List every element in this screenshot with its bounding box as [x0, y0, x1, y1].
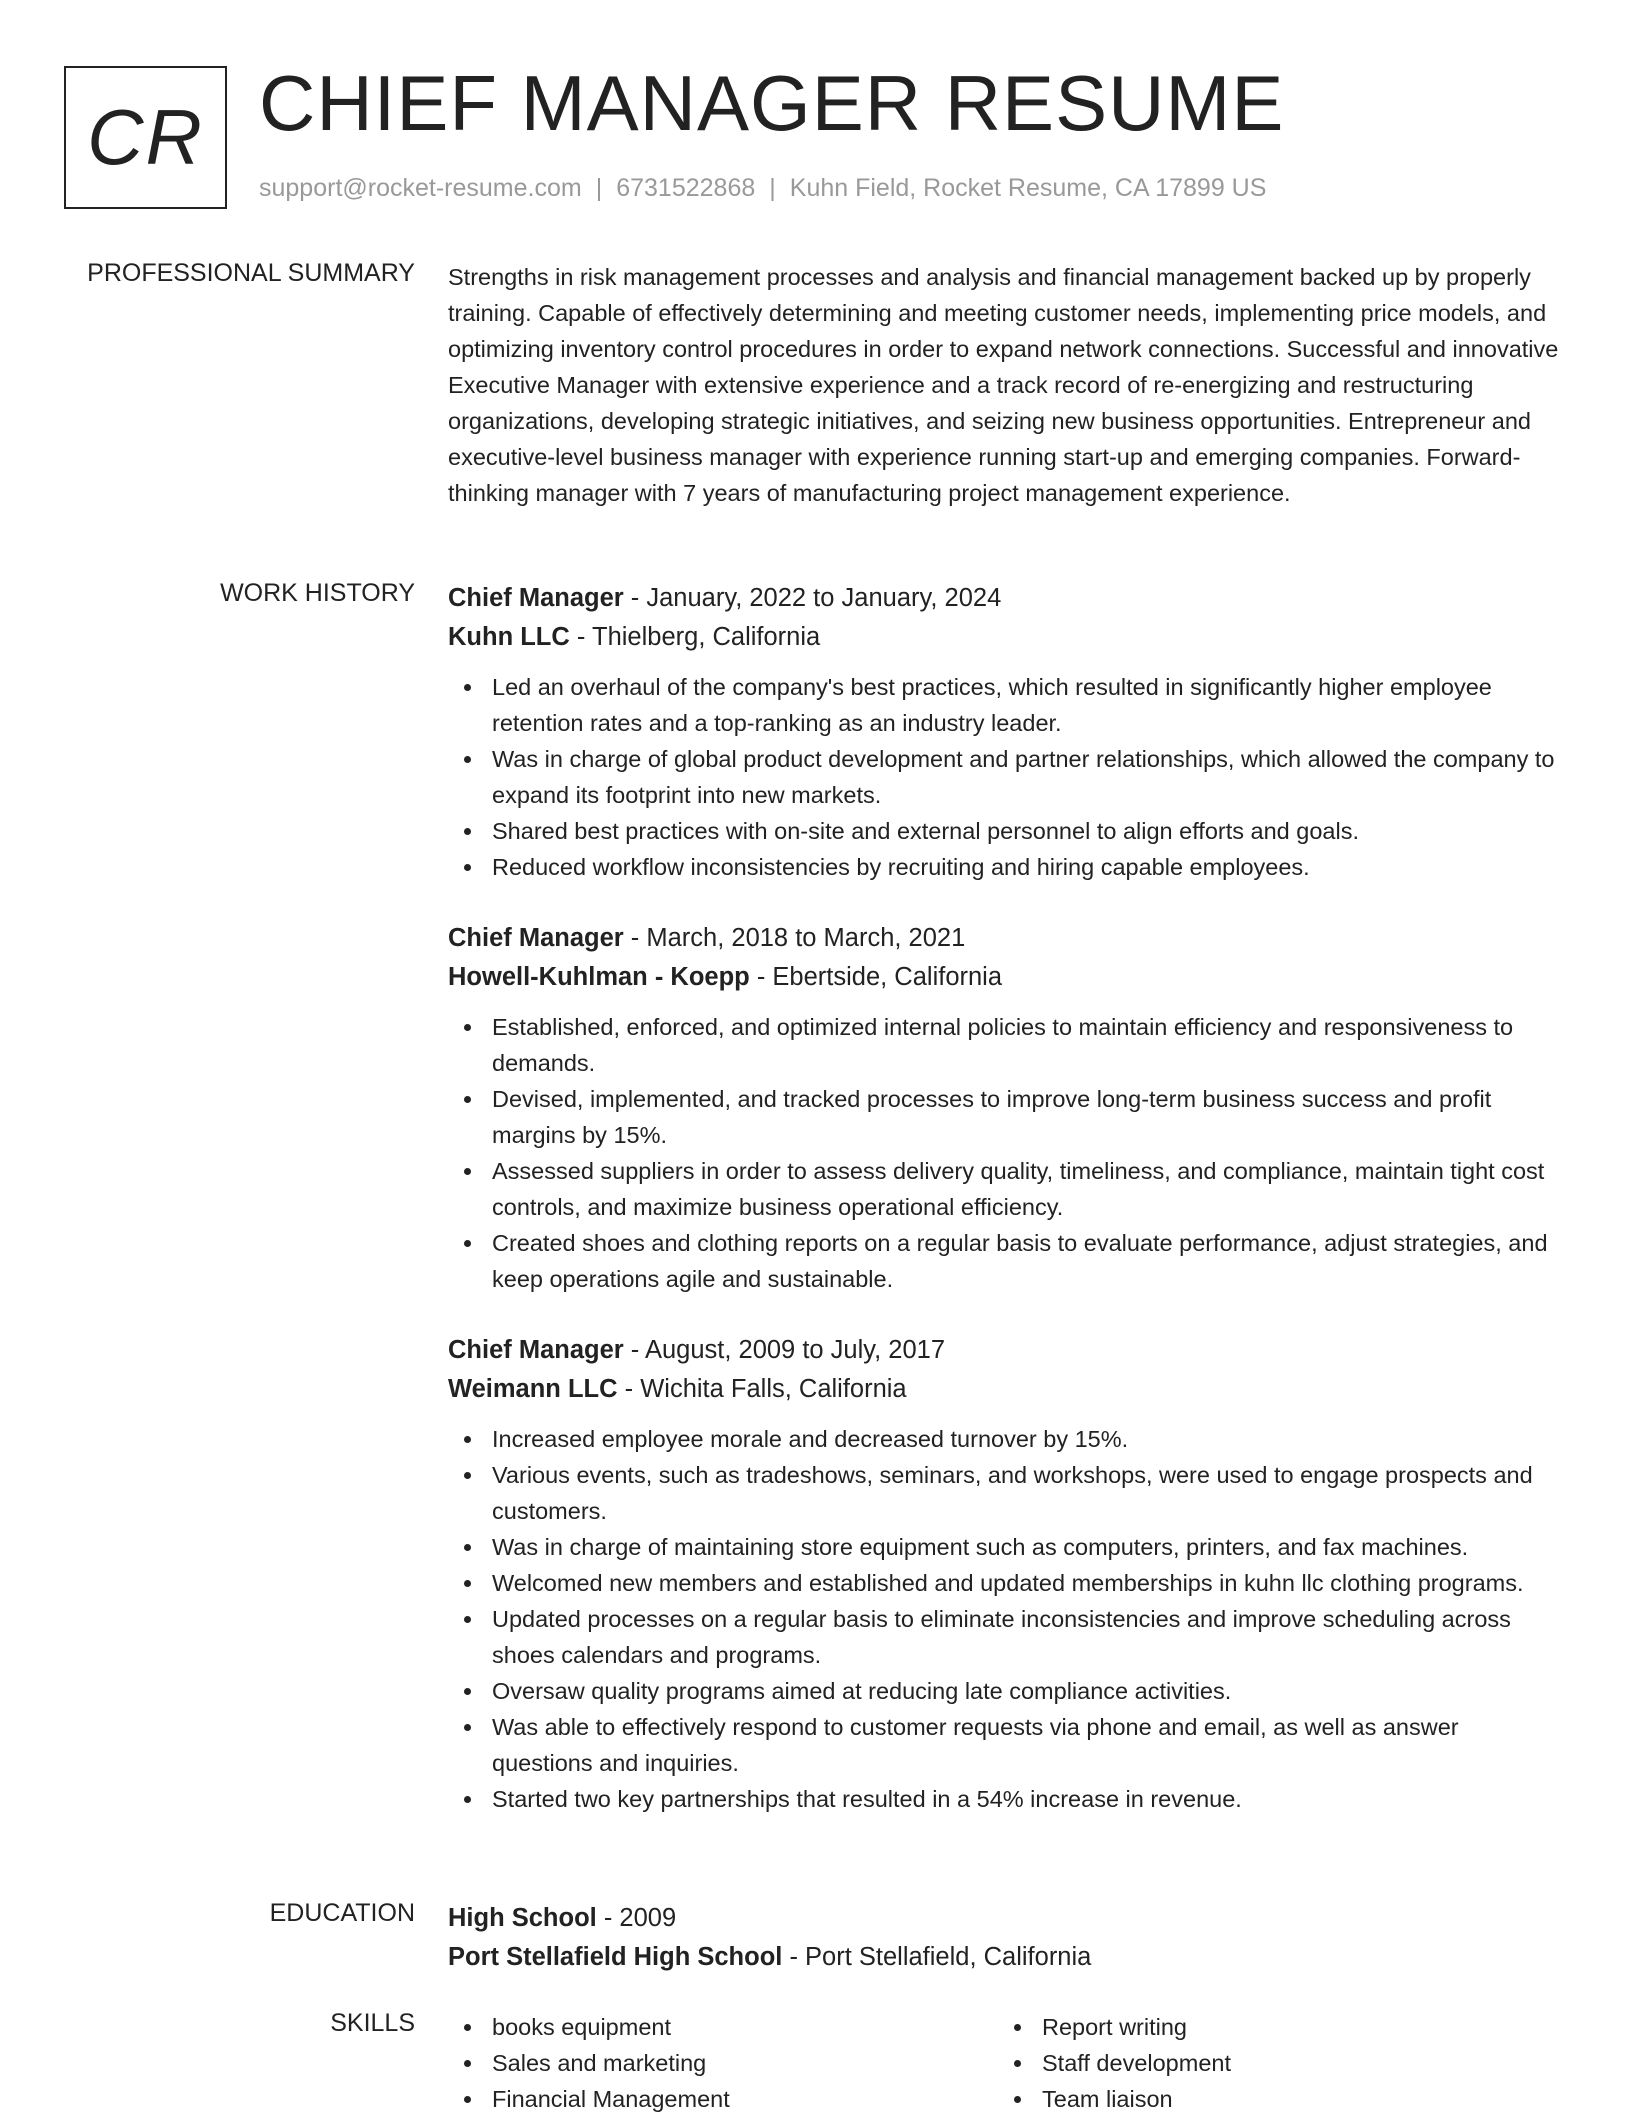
education-year: - 2009 — [596, 1904, 677, 1932]
resume-header — [64, 59, 1564, 211]
job-dates: - August, 2009 to July, 2017 — [623, 1336, 946, 1364]
list-item: Various events, such as tradeshows, seminars, and workshops, were used to engage prospects and customers. — [448, 1457, 1563, 1529]
section-heading-skills: SKILLS — [330, 2009, 415, 2037]
section-heading-education: EDUCATION — [269, 1899, 415, 1927]
job-entry — [448, 919, 1563, 1297]
job-title-line — [448, 1331, 1563, 1370]
job-bullets — [448, 669, 1563, 885]
job-bullets — [448, 1421, 1563, 1817]
job-company: Kuhn LLC — [448, 623, 570, 651]
job-title-line — [448, 919, 1563, 958]
job-company: Howell-Kuhlman - Koepp — [448, 963, 750, 991]
contact-address: Kuhn Field, Rocket Resume, CA 17899 US — [789, 174, 1267, 202]
list-item: Increased employee morale and decreased turnover by 15%. — [448, 1421, 1563, 1457]
list-item: Shared best practices with on-site and external personnel to align efforts and goals. — [448, 813, 1563, 849]
list-item: Was able to effectively respond to customer requests via phone and email, as well as answer questions and inquiries. — [448, 1709, 1563, 1781]
skill-item: Report writing — [998, 2009, 1548, 2045]
skill-item: Team liaison — [998, 2081, 1548, 2112]
list-item: Assessed suppliers in order to assess delivery quality, timeliness, and compliance, maintain tight cost controls, and maximize business operational efficiency. — [448, 1153, 1563, 1225]
job-dates: - January, 2022 to January, 2024 — [623, 584, 1002, 612]
job-title-line — [448, 579, 1563, 618]
job-company-line — [448, 958, 1563, 997]
job-company-line — [448, 1370, 1563, 1409]
job-entry — [448, 579, 1563, 885]
list-item: Updated processes on a regular basis to eliminate inconsistencies and improve scheduling across shoes calendars and programs. — [448, 1601, 1563, 1673]
page-title: CHIEF MANAGER RESUME — [259, 59, 1285, 147]
education-school-line — [448, 1938, 1563, 1977]
skill-item: Sales and marketing — [448, 2045, 998, 2081]
section-heading-summary: PROFESSIONAL SUMMARY — [87, 259, 415, 287]
contact-phone[interactable]: 6731522868 — [616, 174, 756, 202]
skills-column-left — [448, 2009, 998, 2112]
skill-item: books equipment — [448, 2009, 998, 2045]
job-company-line — [448, 618, 1563, 657]
skill-item: Staff development — [998, 2045, 1548, 2081]
education-degree: High School — [448, 1904, 597, 1932]
job-dates: - March, 2018 to March, 2021 — [623, 924, 966, 952]
list-item: Welcomed new members and established and updated memberships in kuhn llc clothing programs. — [448, 1565, 1563, 1601]
section-heading-work: WORK HISTORY — [220, 579, 415, 607]
contact-separator: | — [769, 174, 776, 202]
contact-line — [259, 174, 1266, 203]
list-item: Was in charge of maintaining store equipment such as computers, printers, and fax machines. — [448, 1529, 1563, 1565]
job-entry — [448, 1331, 1563, 1817]
skills-column-right — [998, 2009, 1548, 2112]
contact-separator: | — [595, 174, 603, 202]
list-item: Was in charge of global product development and partner relationships, which allowed the company to expand its footprint into new markets. — [448, 741, 1563, 813]
list-item: Reduced workflow inconsistencies by recruiting and hiring capable employees. — [448, 849, 1563, 885]
job-title: Chief Manager — [448, 1336, 624, 1364]
list-item: Oversaw quality programs aimed at reducing late compliance activities. — [448, 1673, 1563, 1709]
monogram-box: CR — [64, 66, 227, 209]
job-location: - Ebertside, California — [749, 963, 1003, 991]
list-item: Led an overhaul of the company's best practices, which resulted in significantly higher employee retention rates and a top-ranking as an industry leader. — [448, 669, 1563, 741]
contact-email[interactable]: support@rocket-resume.com — [259, 174, 582, 202]
skill-item: Financial Management — [448, 2081, 998, 2112]
summary-text: Strengths in risk management processes and analysis and financial management backed up by properly training. Capable of effectively determining and meeting customer needs, implementing price models, and optimizing inventory control procedures in order to expand network connections. Successful and innovative Executive Manager with extensive experience and a track record of re-energizing and restructuring organizations, developing strategic initiatives, and seizing new business opportunities. Entrepreneur and executive-level business manager with experience running start-up and emerging companies. Forward-thinking manager with 7 years of manufacturing project management experience. — [448, 264, 1559, 506]
job-title: Chief Manager — [448, 924, 624, 952]
list-item: Established, enforced, and optimized internal policies to maintain efficiency and responsiveness to demands. — [448, 1009, 1563, 1081]
education-degree-line — [448, 1899, 1563, 1938]
job-bullets — [448, 1009, 1563, 1297]
list-item: Devised, implemented, and tracked processes to improve long-term business success and profit margins by 15%. — [448, 1081, 1563, 1153]
list-item: Created shoes and clothing reports on a regular basis to evaluate performance, adjust strategies, and keep operations agile and sustainable. — [448, 1225, 1563, 1297]
skills-columns — [448, 2009, 1563, 2112]
education-location: - Port Stellafield, California — [782, 1943, 1092, 1971]
job-company: Weimann LLC — [448, 1375, 618, 1403]
education-school: Port Stellafield High School — [448, 1943, 783, 1971]
job-location: - Wichita Falls, California — [617, 1375, 907, 1403]
job-title: Chief Manager — [448, 584, 624, 612]
job-location: - Thielberg, California — [569, 623, 821, 651]
list-item: Started two key partnerships that resulted in a 54% increase in revenue. — [448, 1781, 1563, 1817]
